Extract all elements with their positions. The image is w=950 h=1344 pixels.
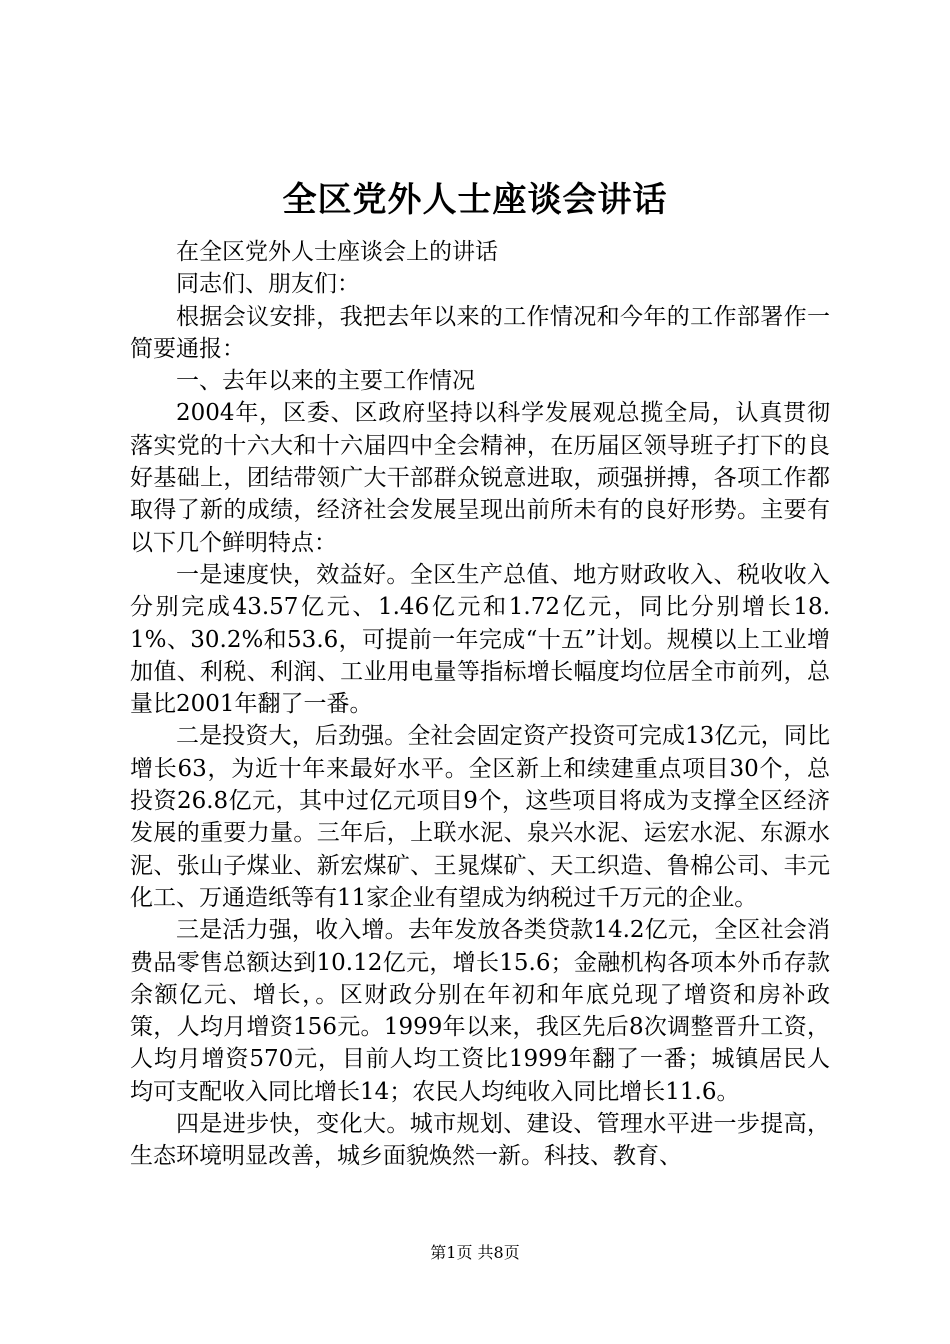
- paragraph-salutation: 同志们、朋友们：: [176, 271, 360, 298]
- paragraph-overview: 2004年，区委、区政府坚持以科学发展观总揽全局，认真贯彻落实党的十六大和十六届四中全会精神，在历届区领导班子打下的良好基础上，团结带领广大干部群众锐意进取，顽强拼搏，各项工作都取得了新的成绩，经济社会发展呈现出前所未有的良好形势。主要有以下几个鲜明特点：: [130, 400, 830, 556]
- paragraph-subtitle: 在全区党外人士座谈会上的讲话: [176, 239, 498, 265]
- section-heading: 一、去年以来的主要工作情况: [176, 368, 475, 395]
- paragraph-point-2: 二是投资大，后劲强。全社会固定资产投资可完成13亿元，同比增长63，为近十年来最好水平。全区新上和续建重点项目30个，总投资26.8亿元，其中过亿元项目9个，这些项目将成为支撑全区经济发展的重要力量。三年后，上联水泥、泉兴水泥、运宏水泥、东源水泥、张山子煤业、新宏煤矿、王晁煤矿、天工织造、鲁棉公司、丰元化工、万通造纸等有11家企业有望成为纳税过千万元的企业。: [130, 723, 830, 911]
- paragraph-point-1: 一是速度快，效益好。全区生产总值、地方财政收入、税收收入分别完成43.57亿元、1.46亿元和1.72亿元，同比分别增长18.1%、30.2%和53.6，可提前一年完成“十五”计划。规模以上工业增加值、利税、利润、工业用电量等指标增长幅度均位居全市前列，总量比2001年翻了一番。: [130, 561, 830, 718]
- page-footer: 第1页 共8页: [430, 1243, 520, 1262]
- paragraph-intro: 根据会议安排，我把去年以来的工作情况和今年的工作部署作一简要通报：: [130, 303, 830, 362]
- paragraph-point-3: 三是活力强，收入增。去年发放各类贷款14.2亿元，全区社会消费品零售总额达到10.12亿元，增长15.6；金融机构各项本外币存款余额亿元、增长，。区财政分别在年初和年底兑现了增资和房补政策，人均月增资156元。1999年以来，我区先后8次调整晋升工资，人均月增资570元，目前人均工资比1999年翻了一番；城镇居民人均可支配收入同比增长14；农民人均纯收入同比增长11.6。: [130, 917, 830, 1105]
- document-title: 全区党外人士座谈会讲话: [282, 180, 668, 220]
- document-body: [130, 236, 830, 1173]
- paragraph-point-4: 四是进步快，变化大。城市规划、建设、管理水平进一步提高，生态环境明显改善，城乡面貌焕然一新。科技、教育、: [130, 1111, 830, 1170]
